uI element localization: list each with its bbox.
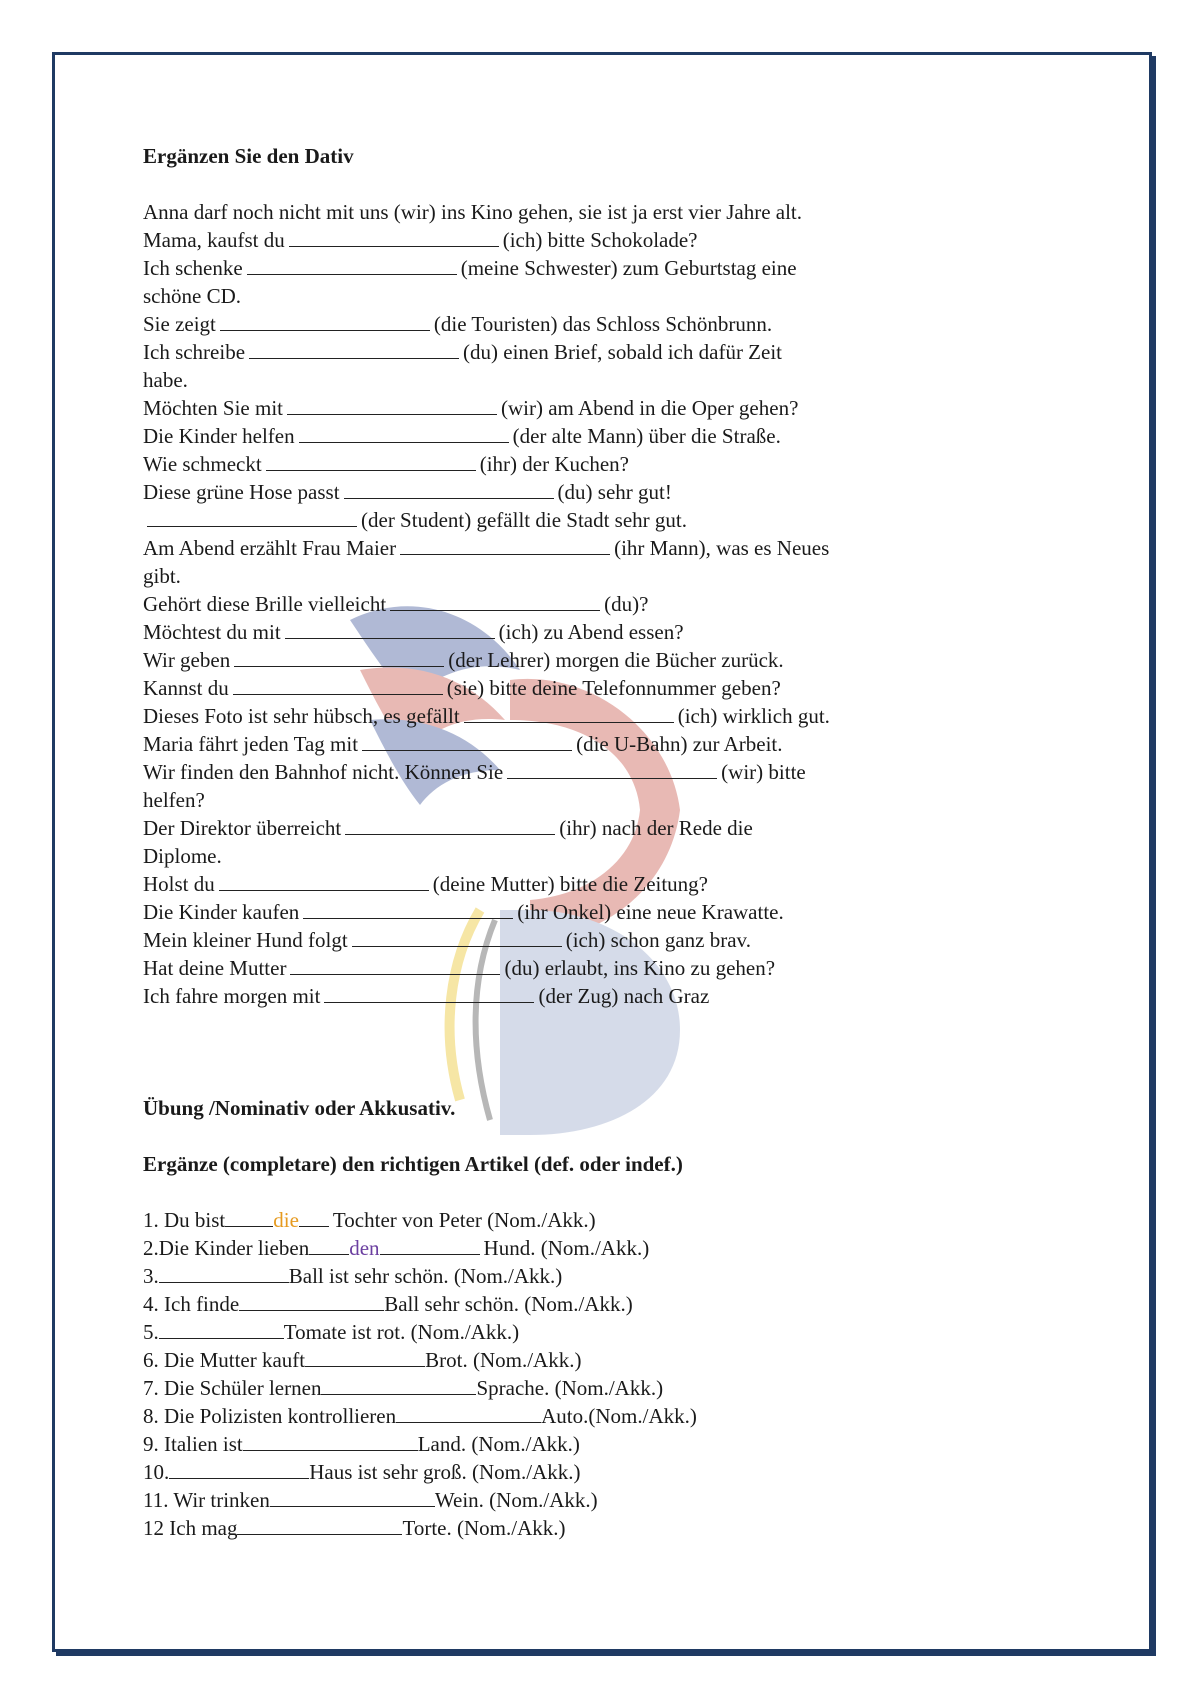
answer-blank[interactable] <box>237 1514 402 1535</box>
item-suffix: Haus ist sehr groß. (Nom./Akk.) <box>309 1460 581 1484</box>
line-suffix: (meine Schwester) zum Geburtstag eine <box>460 256 797 280</box>
dativ-line <box>143 982 963 1010</box>
nom-akk-item <box>143 1346 963 1374</box>
line-prefix: Diese grüne Hose passt <box>143 480 340 504</box>
answer-blank[interactable] <box>299 422 509 443</box>
dativ-line <box>143 674 963 702</box>
line-prefix: Dieses Foto ist sehr hübsch, es gefällt <box>143 704 460 728</box>
line-suffix: (ihr Onkel) eine neue Krawatte. <box>517 900 784 924</box>
item-prefix: 4. Ich finde <box>143 1292 240 1316</box>
answer-blank[interactable] <box>159 1318 284 1339</box>
answer-blank[interactable] <box>324 982 534 1003</box>
item-suffix: Brot. (Nom./Akk.) <box>425 1348 582 1372</box>
answer-blank-lead[interactable] <box>309 1234 349 1255</box>
answer-blank[interactable] <box>352 926 562 947</box>
line-prefix: Die Kinder helfen <box>143 424 295 448</box>
answer-blank[interactable] <box>507 758 717 779</box>
item-suffix: Hund. (Nom./Akk.) <box>483 1236 650 1260</box>
answer-blank-tail[interactable] <box>299 1206 329 1227</box>
dativ-line-continued: Diplome. <box>143 844 222 868</box>
answer-blank[interactable] <box>219 870 429 891</box>
line-suffix: (ich) zu Abend essen? <box>498 620 684 644</box>
line-prefix: Möchtest du mit <box>143 620 281 644</box>
answer-blank[interactable] <box>362 730 572 751</box>
line-prefix: Kannst du <box>143 676 229 700</box>
dativ-exercise-list <box>143 198 963 1010</box>
line-prefix: Die Kinder kaufen <box>143 900 300 924</box>
dativ-line-continued: gibt. <box>143 564 181 588</box>
line-prefix: Der Direktor überreicht <box>143 816 342 840</box>
dativ-line <box>143 506 963 534</box>
item-suffix: Tochter von Peter (Nom./Akk.) <box>332 1208 596 1232</box>
line-prefix: Maria fährt jeden Tag mit <box>143 732 359 756</box>
answer-blank[interactable] <box>396 1402 541 1423</box>
nom-akk-item <box>143 1374 963 1402</box>
nom-akk-item <box>143 1430 963 1458</box>
line-suffix: (der Student) gefällt die Stadt sehr gut. <box>361 508 688 532</box>
answer-blank[interactable] <box>290 954 500 975</box>
answer-blank[interactable] <box>147 506 357 527</box>
dativ-line <box>143 254 963 282</box>
line-prefix: Hat deine Mutter <box>143 956 287 980</box>
item-prefix: 9. Italien ist <box>143 1432 243 1456</box>
line-prefix: Wir finden den Bahnhof nicht. Können Sie <box>143 760 504 784</box>
answer-blank-lead[interactable] <box>225 1206 273 1227</box>
item-prefix: 1. Du bist <box>143 1208 226 1232</box>
item-suffix: Sprache. (Nom./Akk.) <box>476 1376 664 1400</box>
answer-blank[interactable] <box>169 1458 309 1479</box>
item-prefix: 8. Die Polizisten kontrollieren <box>143 1404 397 1428</box>
line-suffix: (du)? <box>604 592 649 616</box>
dativ-line <box>143 898 963 926</box>
item-prefix: 12 Ich mag <box>143 1516 238 1540</box>
item-prefix: 2.Die Kinder lieben <box>143 1236 310 1260</box>
item-suffix: Auto.(Nom./Akk.) <box>541 1404 697 1428</box>
item-prefix: 5. <box>143 1320 159 1344</box>
nom-akk-item <box>143 1262 963 1290</box>
item-suffix: Tomate ist rot. (Nom./Akk.) <box>283 1320 520 1344</box>
line-suffix: (du) sehr gut! <box>557 480 672 504</box>
answer-blank[interactable] <box>247 254 457 275</box>
item-prefix: 10. <box>143 1460 170 1484</box>
line-suffix: (du) einen Brief, sobald ich dafür Zeit <box>463 340 782 364</box>
item-suffix: Land. (Nom./Akk.) <box>417 1432 580 1456</box>
answer-blank[interactable] <box>285 618 495 639</box>
nom-akk-item <box>143 1514 963 1542</box>
item-prefix: 7. Die Schüler lernen <box>143 1376 322 1400</box>
line-suffix: (ich) wirklich gut. <box>677 704 830 728</box>
item-prefix: 11. Wir trinken <box>143 1488 270 1512</box>
answer-blank[interactable] <box>266 450 476 471</box>
dativ-line <box>143 338 963 366</box>
item-suffix: Wein. (Nom./Akk.) <box>434 1488 598 1512</box>
dativ-line <box>143 618 963 646</box>
line-suffix: (der Zug) nach Graz <box>538 984 710 1008</box>
line-suffix: (ihr Mann), was es Neues <box>614 536 830 560</box>
answer-blank[interactable] <box>239 1290 384 1311</box>
line-prefix: Möchten Sie mit <box>143 396 283 420</box>
line-suffix: (die U-Bahn) zur Arbeit. <box>576 732 783 756</box>
line-suffix: (ich) bitte Schokolade? <box>502 228 698 252</box>
line-suffix: (ihr) nach der Rede die <box>559 816 753 840</box>
section-dativ-title: Ergänzen Sie den Dativ <box>143 144 354 168</box>
answer-blank[interactable] <box>233 674 443 695</box>
dativ-line-continued: schöne CD. <box>143 284 241 308</box>
dativ-line <box>143 422 963 450</box>
line-suffix: (der alte Mann) über die Straße. <box>512 424 781 448</box>
nom-akk-item <box>143 1458 963 1486</box>
line-prefix: Gehört diese Brille vielleicht <box>143 592 387 616</box>
line-prefix: Sie zeigt <box>143 312 216 336</box>
line-prefix: Mama, kaufst du <box>143 228 285 252</box>
item-prefix: 6. Die Mutter kauft <box>143 1348 306 1372</box>
answer-blank[interactable] <box>220 310 430 331</box>
dativ-line <box>143 226 963 254</box>
line-suffix: (du) erlaubt, ins Kino zu gehen? <box>504 956 776 980</box>
nom-akk-item <box>143 1318 963 1346</box>
line-suffix: (der Lehrer) morgen die Bücher zurück. <box>448 648 784 672</box>
worksheet-content <box>143 142 963 1542</box>
nom-akk-exercise-list <box>143 1206 963 1542</box>
dativ-line <box>143 450 963 478</box>
item-suffix: Ball ist sehr schön. (Nom./Akk.) <box>288 1264 563 1288</box>
answer-blank[interactable] <box>345 814 555 835</box>
answer-blank[interactable] <box>344 478 554 499</box>
dativ-line <box>143 926 963 954</box>
dativ-line <box>143 478 963 506</box>
answer-blank[interactable] <box>400 534 610 555</box>
nom-akk-item <box>143 1206 963 1234</box>
answer-blank[interactable] <box>287 394 497 415</box>
dativ-line <box>143 646 963 674</box>
line-prefix: Mein kleiner Hund folgt <box>143 928 348 952</box>
dativ-line <box>143 310 963 338</box>
dativ-line <box>143 758 963 786</box>
line-suffix: (ihr) der Kuchen? <box>479 452 629 476</box>
dativ-line <box>143 730 963 758</box>
answer-blank[interactable] <box>464 702 674 723</box>
dativ-line <box>143 702 963 730</box>
answer-blank[interactable] <box>159 1262 289 1283</box>
line-prefix: Ich schreibe <box>143 340 246 364</box>
dativ-line <box>143 198 963 226</box>
line-suffix: (deine Mutter) bitte die Zeitung? <box>432 872 709 896</box>
nom-akk-item <box>143 1402 963 1430</box>
item-suffix: Ball sehr schön. (Nom./Akk.) <box>384 1292 633 1316</box>
nom-akk-item <box>143 1234 963 1262</box>
answer-blank[interactable] <box>234 646 444 667</box>
filled-answer: die <box>273 1208 299 1232</box>
answer-blank[interactable] <box>243 1430 418 1451</box>
answer-blank-tail[interactable] <box>380 1234 480 1255</box>
line-prefix: Am Abend erzählt Frau Maier <box>143 536 397 560</box>
nom-akk-item <box>143 1486 963 1514</box>
section-nom-akk-subtitle: Ergänze (completare) den richtigen Artikel (def. oder indef.) <box>143 1152 683 1176</box>
line-suffix: (ich) schon ganz brav. <box>565 928 751 952</box>
answer-blank[interactable] <box>270 1486 435 1507</box>
section-nom-akk-title: Übung /Nominativ oder Akkusativ. <box>143 1096 456 1120</box>
answer-blank[interactable] <box>390 590 600 611</box>
line-suffix: (die Touristen) das Schloss Schönbrunn. <box>433 312 773 336</box>
line-prefix: Ich schenke <box>143 256 243 280</box>
line-suffix: (sie) bitte deine Telefonnummer geben? <box>446 676 781 700</box>
line-suffix: (wir) bitte <box>721 760 806 784</box>
answer-blank[interactable] <box>289 226 499 247</box>
dativ-line-continued: helfen? <box>143 788 205 812</box>
nom-akk-item <box>143 1290 963 1318</box>
answer-blank[interactable] <box>321 1374 476 1395</box>
answer-blank[interactable] <box>303 898 513 919</box>
answer-blank[interactable] <box>249 338 459 359</box>
line-prefix: Ich fahre morgen mit <box>143 984 321 1008</box>
dativ-line <box>143 394 963 422</box>
line-prefix: Holst du <box>143 872 215 896</box>
dativ-line <box>143 954 963 982</box>
line-prefix: Wir geben <box>143 648 231 672</box>
dativ-line <box>143 814 963 842</box>
filled-answer: den <box>349 1236 380 1260</box>
dativ-line <box>143 534 963 562</box>
item-suffix: Torte. (Nom./Akk.) <box>402 1516 566 1540</box>
answer-blank[interactable] <box>305 1346 425 1367</box>
dativ-line <box>143 870 963 898</box>
line-suffix: (wir) am Abend in die Oper gehen? <box>501 396 799 420</box>
line-prefix: Wie schmeckt <box>143 452 262 476</box>
item-prefix: 3. <box>143 1264 159 1288</box>
dativ-line <box>143 590 963 618</box>
line-prefix: Anna darf noch nicht mit uns (wir) ins Kino gehen, sie ist ja erst vier Jahre alt. <box>143 200 802 224</box>
dativ-line-continued: habe. <box>143 368 188 392</box>
